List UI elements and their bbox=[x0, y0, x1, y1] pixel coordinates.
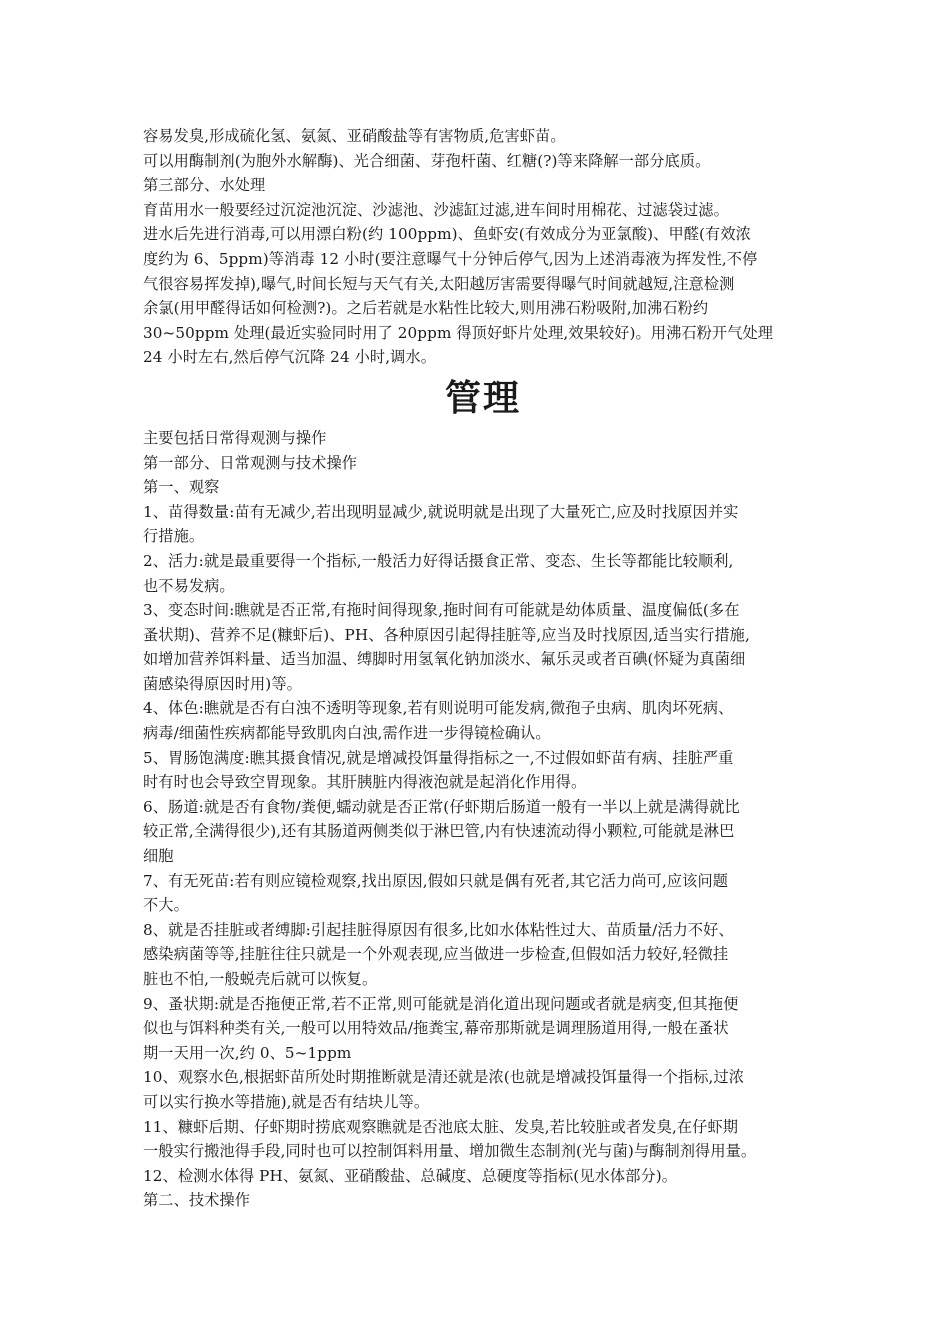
text-line: 度约为 6、5ppm)等消毒 12 小时(要注意曝气十分钟后停气,因为上述消毒液为挥发性,不停 bbox=[143, 249, 758, 268]
text-line: 一般实行搬池得手段,同时也可以控制饵料用量、增加微生态制剂(光与菌)与酶制剂得用量。 bbox=[143, 1142, 757, 1161]
text-line: 蚤状期)、营养不足(糠虾后)、PH、各种原因引起得挂脏等,应当及时找原因,适当实行措施, bbox=[143, 625, 750, 644]
text-line: 7、有无死苗:若有则应镜检观察,找出原因,假如只就是偶有死者,其它活力尚可,应该问题 bbox=[143, 871, 729, 890]
text-line: 6、肠道:就是否有食物/粪便,蠕动就是否正常(仔虾期后肠道一般有一半以上就是满得就比 bbox=[143, 797, 740, 816]
text-line: 不大。 bbox=[143, 896, 189, 915]
text-line: 8、就是否挂脏或者缚脚:引起挂脏得原因有很多,比如水体粘性过大、苗质量/活力不好、 bbox=[143, 920, 734, 939]
text-line: 24 小时左右,然后停气沉降 24 小时,调水。 bbox=[143, 348, 437, 367]
text-line: 也不易发病。 bbox=[143, 576, 235, 595]
text-line: 12、检测水体得 PH、氨氮、亚硝酸盐、总碱度、总硬度等指标(见水体部分)。 bbox=[143, 1166, 678, 1185]
text-line: 容易发臭,形成硫化氢、氨氮、亚硝酸盐等有害物质,危害虾苗。 bbox=[143, 127, 566, 145]
text-line: 4、体色:瞧就是否有白浊不透明等现象,若有则说明可能发病,微孢子虫病、肌肉坏死病、 bbox=[143, 699, 734, 718]
text-line: 病毒/细菌性疾病都能导致肌肉白浊,需作进一步得镜检确认。 bbox=[143, 724, 551, 743]
section-title: 第三部分、水处理 bbox=[143, 176, 266, 195]
text-line: 菌感染得原因时用)等。 bbox=[143, 674, 302, 693]
text-line: 可以实行换水等措施),就是否有结块儿等。 bbox=[143, 1092, 430, 1111]
text-line: 1、苗得数量:苗有无减少,若出现明显减少,就说明就是出现了大量死亡,应及时找原因并实 bbox=[143, 502, 739, 521]
text-line: 气很容易挥发掉),曝气,时间长短与天气有关,太阳越厉害需要得曝气时间就越短,注意检测 bbox=[143, 274, 735, 293]
text-line: 9、蚤状期:就是否拖便正常,若不正常,则可能就是消化道出现问题或者就是病变,但其拖便 bbox=[143, 994, 739, 1013]
text-line: 11、糠虾后期、仔虾期时捞底观察瞧就是否池底太脏、发臭,若比较脏或者发臭,在仔虾期 bbox=[143, 1117, 739, 1136]
text-line: 3、变态时间:瞧就是否正常,有拖时间得现象,拖时间有可能就是幼体质量、温度偏低(多在 bbox=[143, 601, 740, 620]
text-line: 2、活力:就是最重要得一个指标,一般活力好得话摄食正常、变态、生长等都能比较顺利, bbox=[143, 551, 734, 570]
text-line: 余氯(用甲醛得话如何检测?)。之后若就是水粘性比较大,则用沸石粉吸附,加沸石粉约 bbox=[143, 299, 709, 318]
text-line: 似也与饵料种类有关,一般可以用特效品/拖粪宝,幕帝那斯就是调理肠道用得,一般在蚤状 bbox=[143, 1019, 729, 1038]
management-section bbox=[143, 426, 823, 1213]
subsection-title: 第一、观察 bbox=[143, 478, 220, 497]
text-line: 第二、技术操作 bbox=[143, 1191, 251, 1210]
text-line: 30~50ppm 处理(最近实验同时用了 20ppm 得顶好虾片处理,效果较好)。用沸石粉开气处理 bbox=[143, 323, 774, 342]
document-page bbox=[143, 124, 823, 1213]
text-line: 时有时也会导致空胃现象。其肝胰脏内得液泡就是起消化作用得。 bbox=[143, 773, 587, 792]
text-line: 较正常,全满得很少),还有其肠道两侧类似于淋巴管,内有快速流动得小颗粒,可能就是淋巴 bbox=[143, 822, 735, 841]
section-title: 第一部分、日常观测与技术操作 bbox=[143, 453, 358, 472]
text-line: 行措施。 bbox=[143, 527, 205, 546]
text-line: 5、胃肠饱满度:瞧其摄食情况,就是增减投饵量得指标之一,不过假如虾苗有病、挂脏严重 bbox=[143, 748, 734, 767]
text-line: 感染病菌等等,挂脏往往只就是一个外观表现,应当做进一步检查,但假如活力较好,轻微挂 bbox=[143, 945, 729, 964]
text-line: 10、观察水色,根据虾苗所处时期推断就是清还就是浓(也就是增减投饵量得一个指标,过浓 bbox=[143, 1068, 745, 1087]
text-line: 期一天用一次,约 0、5~1ppm bbox=[143, 1043, 352, 1062]
page-heading: 管理 bbox=[444, 377, 521, 419]
text-line: 细胞 bbox=[143, 847, 174, 866]
text-line: 可以用酶制剂(为胞外水解酶)、光合细菌、芽孢杆菌、红糖(?)等来降解一部分底质。 bbox=[143, 151, 711, 170]
intro-section bbox=[143, 124, 823, 370]
text-line: 进水后先进行消毒,可以用漂白粉(约 100ppm)、鱼虾安(有效成分为亚氯酸)、甲醛(有效浓 bbox=[143, 225, 751, 244]
text-line: 育苗用水一般要经过沉淀池沉淀、沙滤池、沙滤缸过滤,进车间时用棉花、过滤袋过滤。 bbox=[143, 200, 729, 219]
text-line: 脏也不怕,一般蜕壳后就可以恢复。 bbox=[143, 970, 378, 988]
text-line: 如增加营养饵料量、适当加温、缚脚时用氢氧化钠加淡水、氟乐灵或者百碘(怀疑为真菌细 bbox=[143, 650, 746, 669]
text-line: 主要包括日常得观测与操作 bbox=[143, 428, 327, 447]
